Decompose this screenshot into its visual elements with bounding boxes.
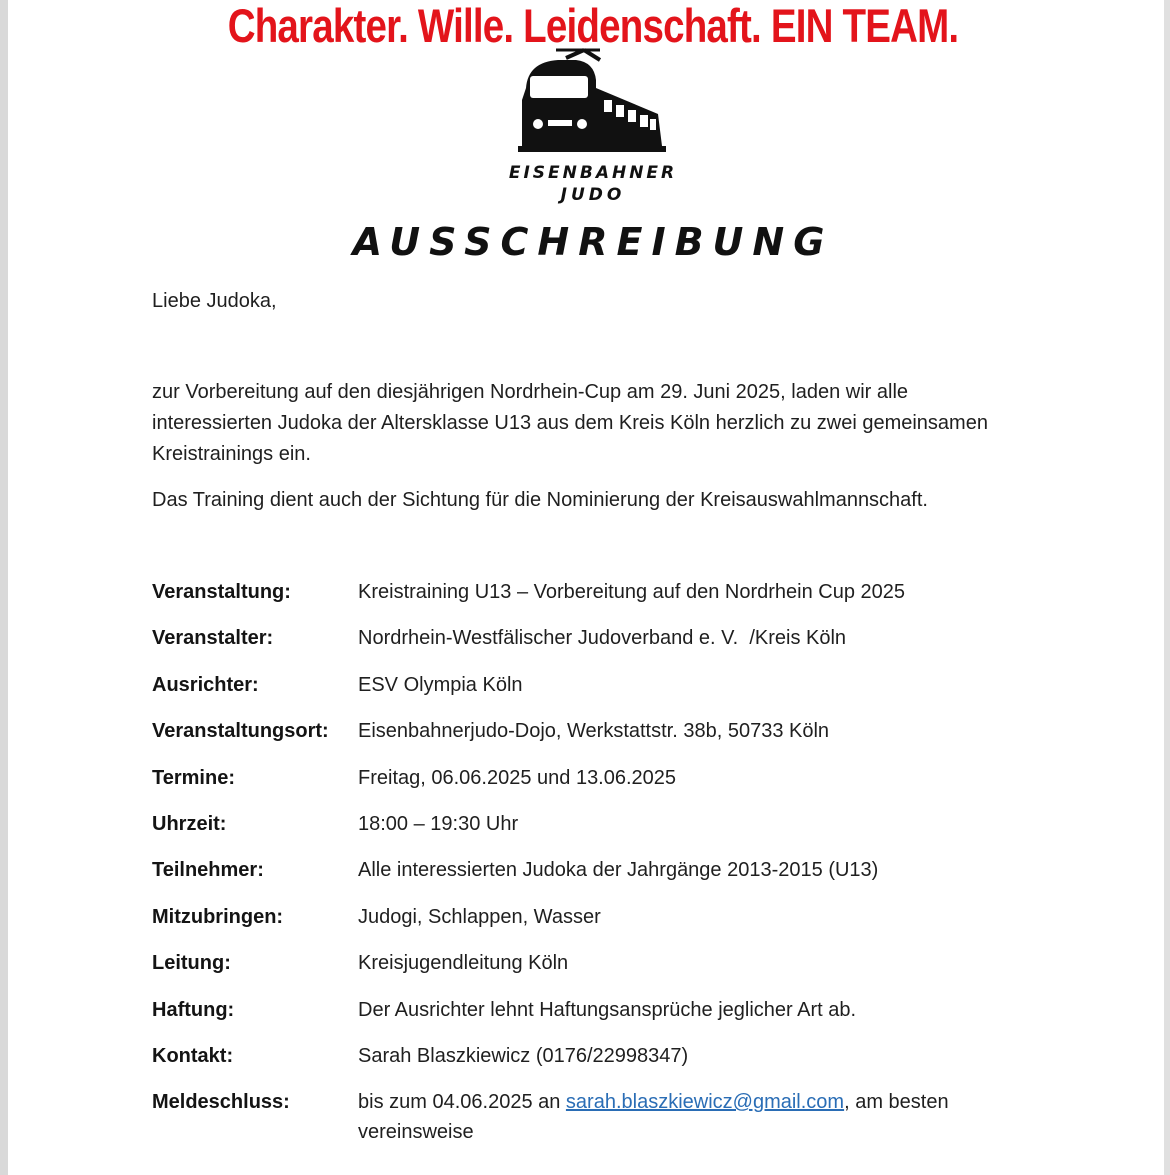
intro-paragraph: zur Vorbereitung auf den diesjährigen Nordrhein-Cup am 29. Juni 2025, laden wir alle interessierten Judoka der Altersklasse U13 aus dem Kreis Köln herzlich zu zwei gemeinsamen Kreistrainings ein. [152, 381, 988, 465]
detail-value: Judogi, Schlappen, Wasser [358, 905, 601, 928]
detail-row-veranstaltung [152, 577, 1052, 623]
detail-label: Uhrzeit: [152, 812, 227, 835]
detail-label: Meldeschluss: [152, 1091, 290, 1114]
detail-value: Der Ausrichter lehnt Haftungsansprüche jeglicher Art ab. [358, 998, 857, 1021]
event-details-table [152, 577, 1052, 1157]
train-logo-icon [508, 48, 678, 158]
detail-value [358, 1087, 1052, 1147]
greeting: Liebe Judoka, [152, 290, 277, 312]
detail-label: Termine: [152, 766, 235, 789]
detail-row-veranstalter [152, 623, 1052, 669]
detail-row-leitung [152, 948, 1052, 994]
logo-wordmark-line2: JUDO [560, 185, 626, 205]
detail-row-teilnehmer [152, 855, 1052, 901]
detail-value: Kreisjugendleitung Köln [358, 952, 569, 975]
detail-label: Mitzubringen: [152, 905, 284, 928]
detail-row-veranstaltungsort [152, 716, 1052, 762]
logo-wordmark-line1: EISENBAHNER [508, 163, 678, 183]
detail-value: Sarah Blaszkiewicz (0176/22998347) [358, 1044, 689, 1067]
detail-label: Leitung: [152, 952, 231, 975]
email-link[interactable]: sarah.blaszkiewicz@gmail.com [565, 1091, 845, 1114]
detail-row-kontakt [152, 1041, 1052, 1087]
detail-row-mitzubringen [152, 902, 1052, 948]
detail-row-uhrzeit [152, 809, 1052, 855]
detail-label: Teilnehmer: [152, 859, 264, 882]
motto-headline: Charakter. Wille. Leidenschaft. EIN TEAM. [227, 0, 959, 52]
detail-value: Freitag, 06.06.2025 und 13.06.2025 [358, 766, 677, 789]
detail-value: Alle interessierten Judoka der Jahrgänge 2013-2015 (U13) [358, 859, 879, 882]
detail-value: 18:00 – 19:30 Uhr [358, 812, 519, 835]
detail-row-haftung [152, 995, 1052, 1041]
detail-row-ausrichter [152, 670, 1052, 716]
detail-label: Haftung: [152, 998, 235, 1021]
detail-label: Veranstaltung: [152, 581, 291, 603]
deadline-suffix: , am besten vereinsweise [358, 1091, 949, 1144]
detail-value: Eisenbahnerjudo-Dojo, Werkstattstr. 38b, 50733 Köln [358, 720, 830, 743]
purpose-paragraph: Das Training dient auch der Sichtung für die Nominierung der Kreisauswahlmannschaft. [152, 489, 928, 511]
detail-label: Kontakt: [152, 1044, 234, 1067]
detail-row-meldeschluss [152, 1087, 1052, 1157]
detail-value: Nordrhein-Westfälischer Judoverband e. V. /Kreis Köln [358, 627, 847, 650]
detail-label: Ausrichter: [152, 673, 259, 696]
detail-value: ESV Olympia Köln [358, 673, 523, 696]
detail-label: Veranstalter: [152, 627, 274, 650]
deadline-prefix: bis zum 04.06.2025 an [358, 1091, 566, 1114]
detail-row-termine [152, 763, 1052, 809]
detail-value: Kreistraining U13 – Vorbereitung auf den Nordrhein Cup 2025 [358, 581, 906, 603]
page-title: AUSSCHREIBUNG [352, 220, 834, 264]
detail-label: Veranstaltungsort: [152, 720, 329, 743]
